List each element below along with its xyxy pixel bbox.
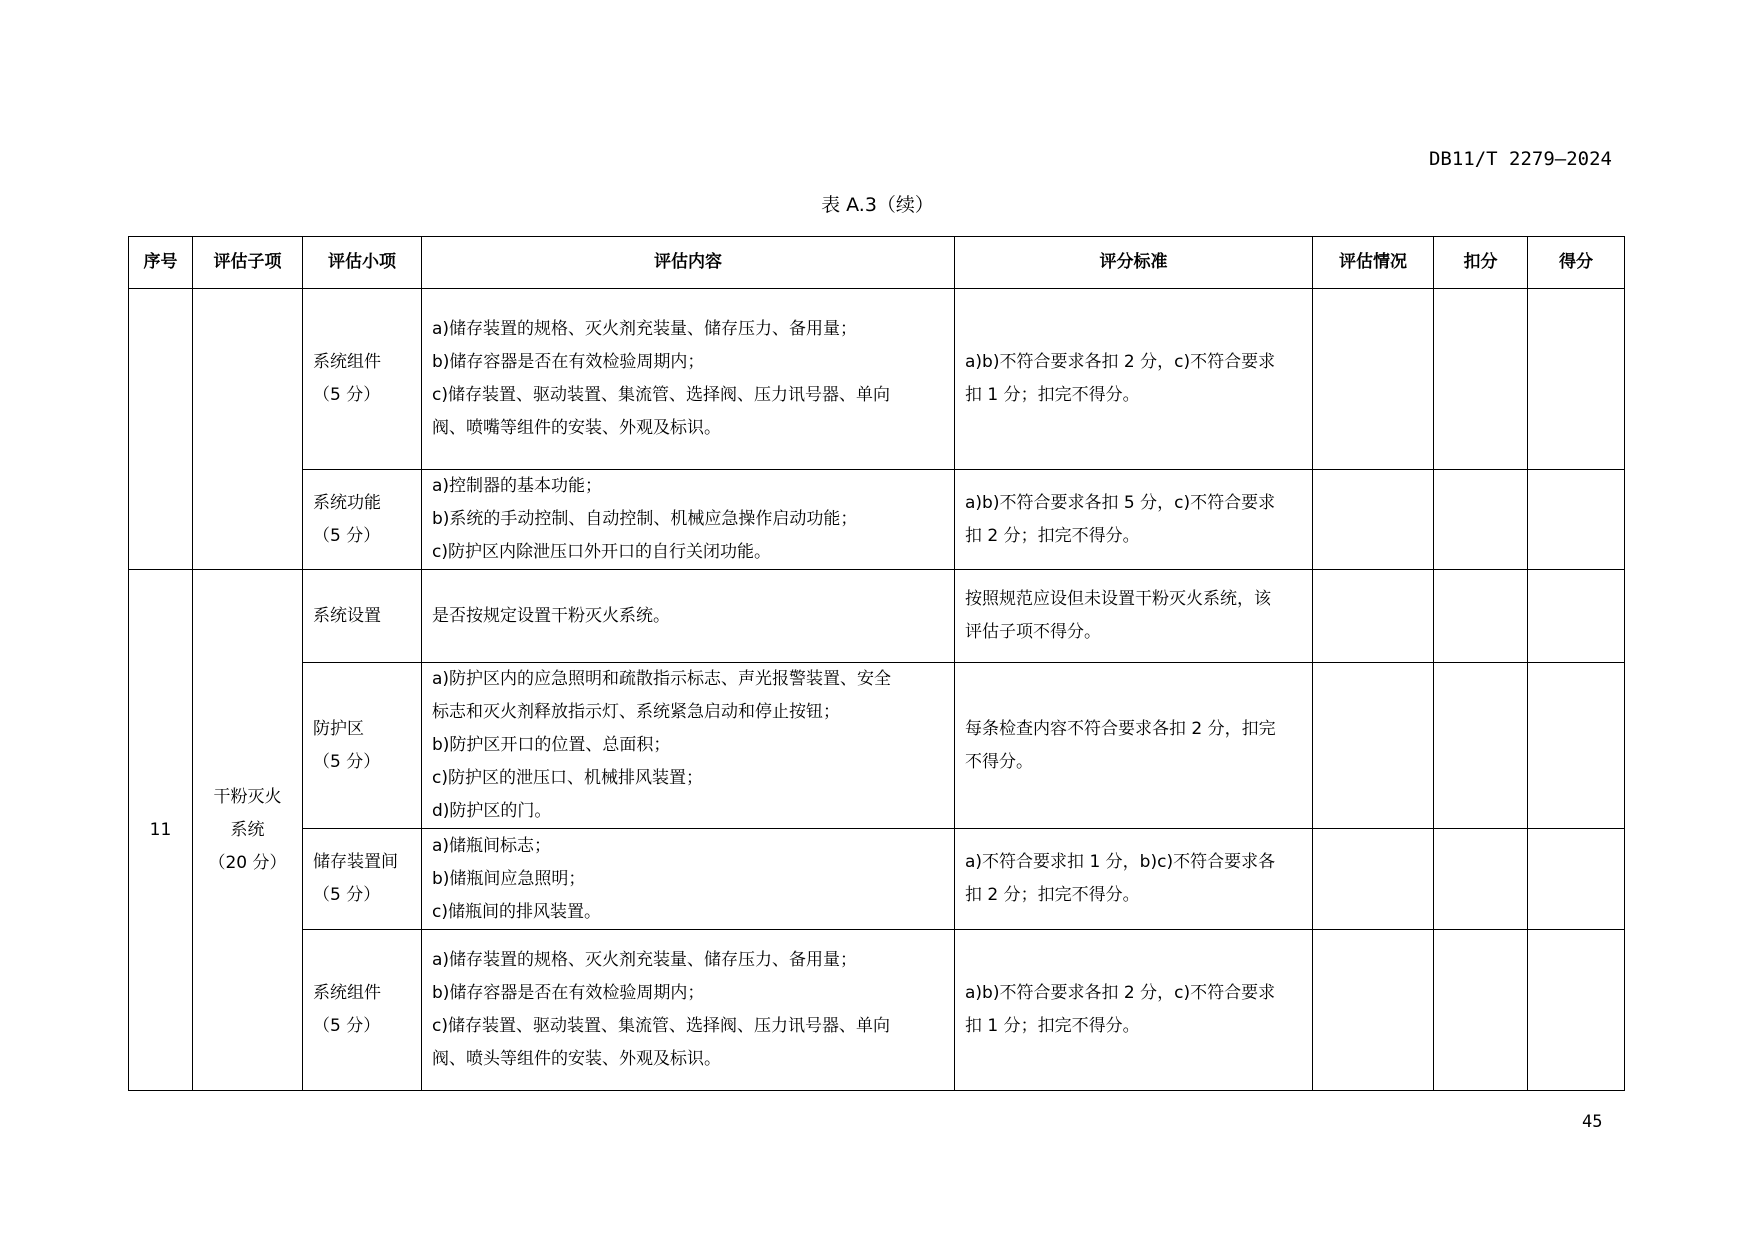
cell-criteria: a)不符合要求扣 1 分，b)c)不符合要求各 扣 2 分；扣完不得分。	[955, 829, 1313, 930]
cell-situation[interactable]	[1313, 470, 1434, 570]
cell-content: a)控制器的基本功能； b)系统的手动控制、自动控制、机械应急操作启动功能； c)防护区内除泄压口外开口的自行关闭功能。	[422, 470, 955, 570]
cell-item: 储存装置间 （5 分）	[303, 829, 422, 930]
cell-deduction[interactable]	[1434, 289, 1528, 470]
cell-number-blank	[129, 289, 193, 570]
cell-deduction[interactable]	[1434, 663, 1528, 829]
cell-content: 是否按规定设置干粉灭火系统。	[422, 570, 955, 663]
col-header-deduction: 扣分	[1434, 237, 1528, 289]
cell-deduction[interactable]	[1434, 570, 1528, 663]
page-number: 45	[1582, 1112, 1603, 1132]
cell-criteria: a)b)不符合要求各扣 2 分，c)不符合要求 扣 1 分；扣完不得分。	[955, 289, 1313, 470]
table-row	[129, 930, 1625, 1091]
cell-content: a)储瓶间标志； b)储瓶间应急照明； c)储瓶间的排风装置。	[422, 829, 955, 930]
table-header-row	[129, 237, 1625, 289]
cell-item: 系统组件 （5 分）	[303, 930, 422, 1091]
cell-score[interactable]	[1528, 829, 1625, 930]
col-header-situation: 评估情况	[1313, 237, 1434, 289]
cell-subitem-blank	[193, 289, 303, 570]
cell-subitem: 干粉灭火 系统 （20 分）	[193, 570, 303, 1091]
cell-deduction[interactable]	[1434, 829, 1528, 930]
cell-score[interactable]	[1528, 289, 1625, 470]
cell-score[interactable]	[1528, 570, 1625, 663]
assessment-table	[128, 236, 1625, 1091]
table-row	[129, 829, 1625, 930]
cell-item: 防护区 （5 分）	[303, 663, 422, 829]
cell-situation[interactable]	[1313, 930, 1434, 1091]
cell-number: 11	[129, 570, 193, 1091]
col-header-criteria: 评分标准	[955, 237, 1313, 289]
cell-item: 系统设置	[303, 570, 422, 663]
table-title: 表 A.3（续）	[821, 194, 934, 216]
cell-criteria: 每条检查内容不符合要求各扣 2 分，扣完 不得分。	[955, 663, 1313, 829]
table-row	[129, 289, 1625, 470]
cell-score[interactable]	[1528, 930, 1625, 1091]
cell-deduction[interactable]	[1434, 470, 1528, 570]
cell-content: a)储存装置的规格、灭火剂充装量、储存压力、备用量； b)储存容器是否在有效检验周期内； c)储存装置、驱动装置、集流管、选择阀、压力讯号器、单向 阀、喷头等组件的安装、外观及标识。	[422, 930, 955, 1091]
cell-item: 系统组件 （5 分）	[303, 289, 422, 470]
table-row	[129, 663, 1625, 829]
cell-situation[interactable]	[1313, 570, 1434, 663]
document-code: DB11/T 2279—2024	[1428, 148, 1612, 170]
cell-score[interactable]	[1528, 663, 1625, 829]
col-header-small-item: 评估小项	[303, 237, 422, 289]
col-header-subitem: 评估子项	[193, 237, 303, 289]
table-row	[129, 570, 1625, 663]
cell-situation[interactable]	[1313, 289, 1434, 470]
cell-content: a)防护区内的应急照明和疏散指示标志、声光报警装置、安全 标志和灭火剂释放指示灯、系统紧急启动和停止按钮； b)防护区开口的位置、总面积； c)防护区的泄压口、机械排风装置； d)防护区的门。	[422, 663, 955, 829]
cell-situation[interactable]	[1313, 829, 1434, 930]
table-row	[129, 470, 1625, 570]
cell-criteria: 按照规范应设但未设置干粉灭火系统，该 评估子项不得分。	[955, 570, 1313, 663]
cell-situation[interactable]	[1313, 663, 1434, 829]
cell-criteria: a)b)不符合要求各扣 5 分，c)不符合要求 扣 2 分；扣完不得分。	[955, 470, 1313, 570]
cell-content: a)储存装置的规格、灭火剂充装量、储存压力、备用量； b)储存容器是否在有效检验周期内； c)储存装置、驱动装置、集流管、选择阀、压力讯号器、单向 阀、喷嘴等组件的安装、外观及标识。	[422, 289, 955, 470]
cell-deduction[interactable]	[1434, 930, 1528, 1091]
col-header-content: 评估内容	[422, 237, 955, 289]
col-header-number: 序号	[129, 237, 193, 289]
col-header-score: 得分	[1528, 237, 1625, 289]
cell-criteria: a)b)不符合要求各扣 2 分，c)不符合要求 扣 1 分；扣完不得分。	[955, 930, 1313, 1091]
cell-score[interactable]	[1528, 470, 1625, 570]
cell-item: 系统功能 （5 分）	[303, 470, 422, 570]
